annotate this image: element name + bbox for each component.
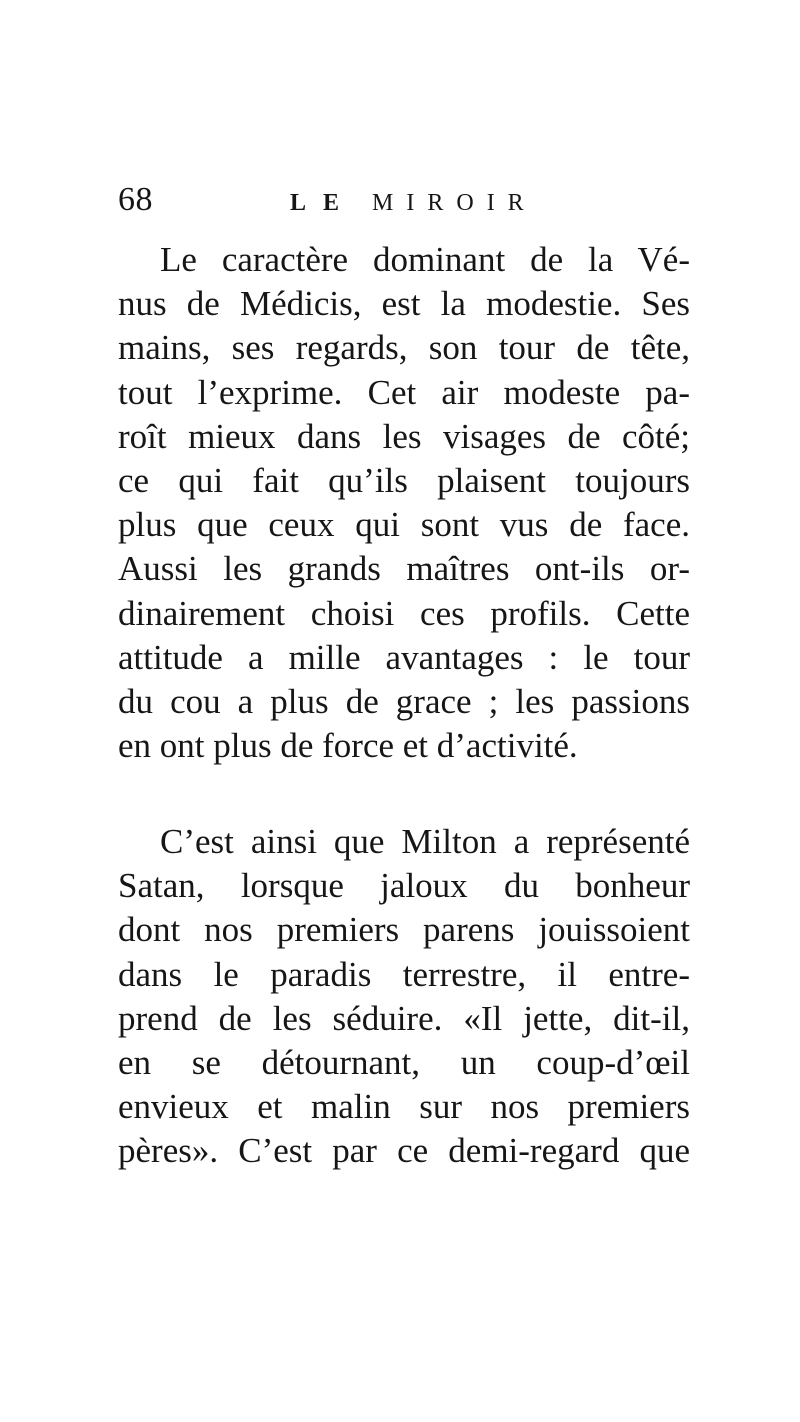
paragraph-1 [118,238,690,768]
text-line: envieux et malin sur nos premiers [118,1087,690,1127]
text-line: en se détournant, un coup-d’œil [118,1042,690,1082]
text-line: plus que ceux qui sont vus de face. [118,505,690,545]
text-line: C’est ainsi que Milton a représenté [160,822,690,861]
text-line: en ont plus de force et d’activité. [118,726,578,766]
text-line: dinairement choisi ces profils. Cette [118,593,690,633]
text-line: Satan, lorsque jaloux du bonheur [118,866,690,906]
page-number: 68 [118,181,153,218]
paragraph-2 [118,820,690,1174]
text-line: Aussi les grands maîtres ont-ils or- [118,549,690,589]
running-head [118,180,678,230]
running-title [290,188,537,218]
running-title-part-2: MIROIR [372,190,537,216]
text-line: roît mieux dans les visages de côté; [118,416,690,456]
text-line: mains, ses regards, son tour de tête, [118,328,690,368]
text-line: du cou a plus de grace ; les passions [118,681,690,721]
text-line: tout l’exprime. Cet air modeste pa- [118,372,690,412]
text-line: Le caractère dominant de la Vé- [160,240,690,279]
running-title-part-1: LE [290,190,357,216]
text-line: prend de les séduire. «Il jette, dit-il, [118,998,690,1038]
text-line: dont nos premiers parens jouissoient [118,910,690,950]
text-line: pères». C’est par ce demi-regard que [118,1131,690,1171]
text-line: attitude a mille avantages : le tour [118,637,690,677]
text-line: ce qui fait qu’ils plaisent toujours [118,460,690,500]
text-line: nus de Médicis, est la modestie. Ses [118,284,690,324]
text-line: dans le paradis terrestre, il entre- [118,954,690,994]
